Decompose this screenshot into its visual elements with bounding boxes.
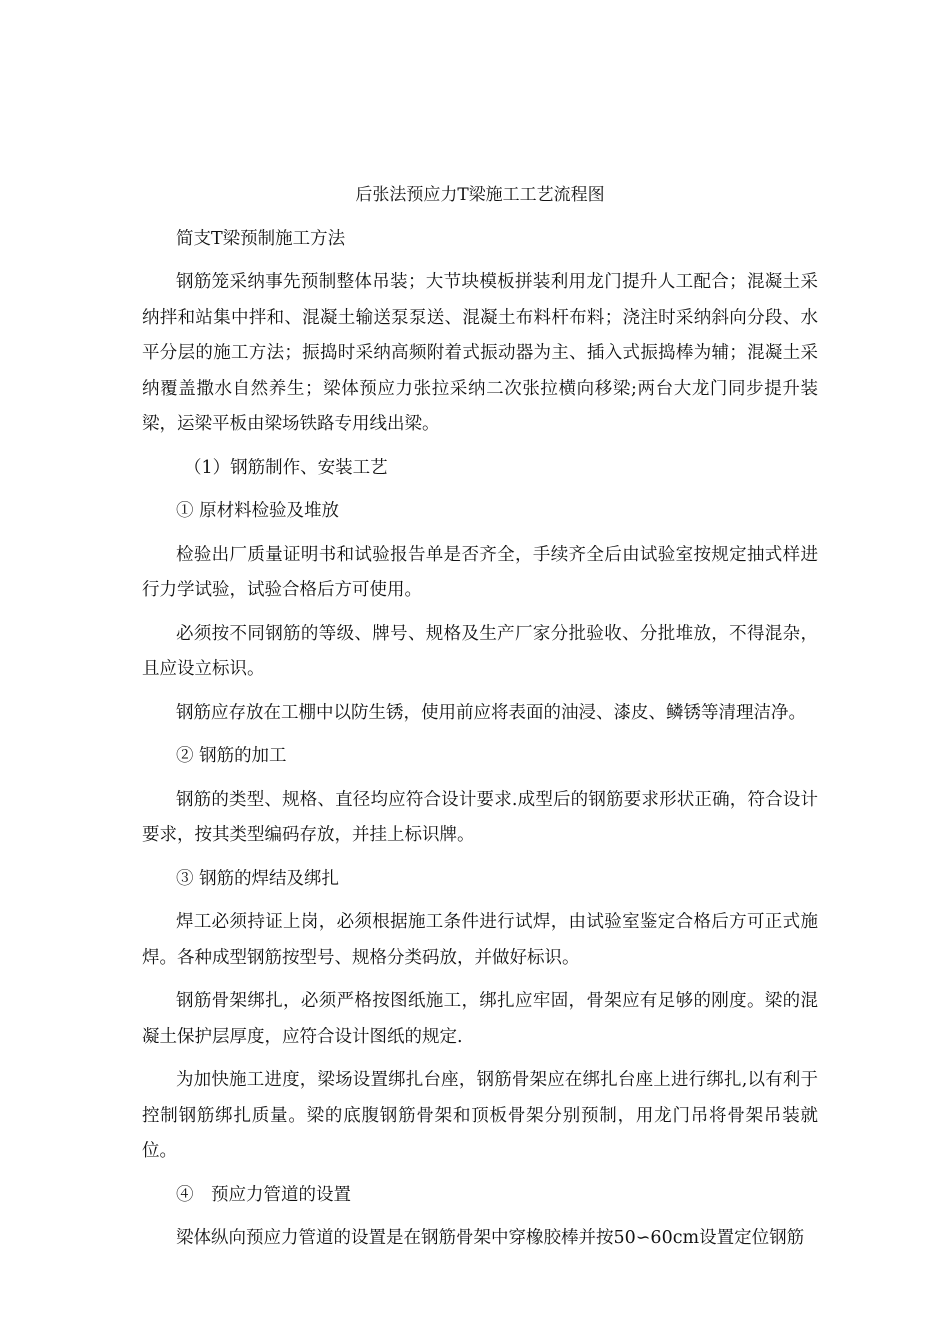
paragraph-skeleton-binding: 钢筋骨架绑扎，必须严格按图纸施工，绑扎应牢固，骨架应有足够的刚度。梁的混凝土保护层厚度，应符合设计图纸的规定. (142, 991, 818, 1047)
subheading-welding-binding: ③ 钢筋的焊结及绑扎 (176, 868, 340, 889)
paragraph-storage: 钢筋应存放在工棚中以防生锈，使用前应将表面的油浸、漆皮、鳞锈等清理洁净。 (176, 702, 806, 723)
paragraph-inspection-certificates: 检验出厂质量证明书和试验报告单是否齐全，手续齐全后由试验室按规定抽式样进行力学试验，试验合格后方可使用。 (142, 544, 818, 600)
subheading-prestress-ducts: ④ 预应力管道的设置 (176, 1184, 351, 1205)
paragraph-batch-acceptance: 必须按不同钢筋的等级、牌号、规格及生产厂家分批验收、分批堆放，不得混杂，且应设立标识。 (142, 623, 818, 679)
paragraph-method-overview: 钢筋笼采纳事先预制整体吊装；大节块模板拼装利用龙门提升人工配合；混凝土采纳拌和站集中拌和、混凝土输送泵泵送、混凝土布料杆布料；浇注时采纳斜向分段、水平分层的施工方法；振捣时采纳高频附着式振动器为主、插入式振捣棒为辅；混凝土采纳覆盖撒水自然养生；梁体预应力张拉采纳二次张拉横向移梁;两台大龙门同步提升装梁，运梁平板由梁场铁路专用线出梁。 (142, 272, 818, 434)
subheading-rebar-processing: ② 钢筋的加工 (176, 746, 287, 766)
document-body (142, 178, 818, 1265)
section-heading-rebar: （1）钢筋制作、安装工艺 (184, 457, 388, 478)
subheading-material-inspection: ① 原材料检验及堆放 (176, 501, 340, 521)
paragraph-rebar-specs: 钢筋的类型、规格、直径均应符合设计要求.成型后的钢筋要求形状正确，符合设计要求，按其类型编码存放，并挂上标识牌。 (142, 789, 818, 845)
paragraph-welder-certification: 焊工必须持证上岗，必须根据施工条件进行试焊，由试验室鉴定合格后方可正式施焊。各种成型钢筋按型号、规格分类码放，并做好标识。 (142, 912, 818, 968)
paragraph-duct-setup: 梁体纵向预应力管道的设置是在钢筋骨架中穿橡胶棒并按50∽60cm设置定位钢筋 (176, 1228, 805, 1248)
section-heading-method: 简支T梁预制施工方法 (176, 228, 346, 249)
paragraph-binding-platform: 为加快施工进度，梁场设置绑扎台座，钢筋骨架应在绑扎台座上进行绑扎,以有利于控制钢筋绑扎质量。梁的底腹钢筋骨架和顶板骨架分别预制，用龙门吊将骨架吊装就位。 (142, 1070, 818, 1161)
document-title: 后张法预应力T梁施工工艺流程图 (355, 185, 605, 205)
